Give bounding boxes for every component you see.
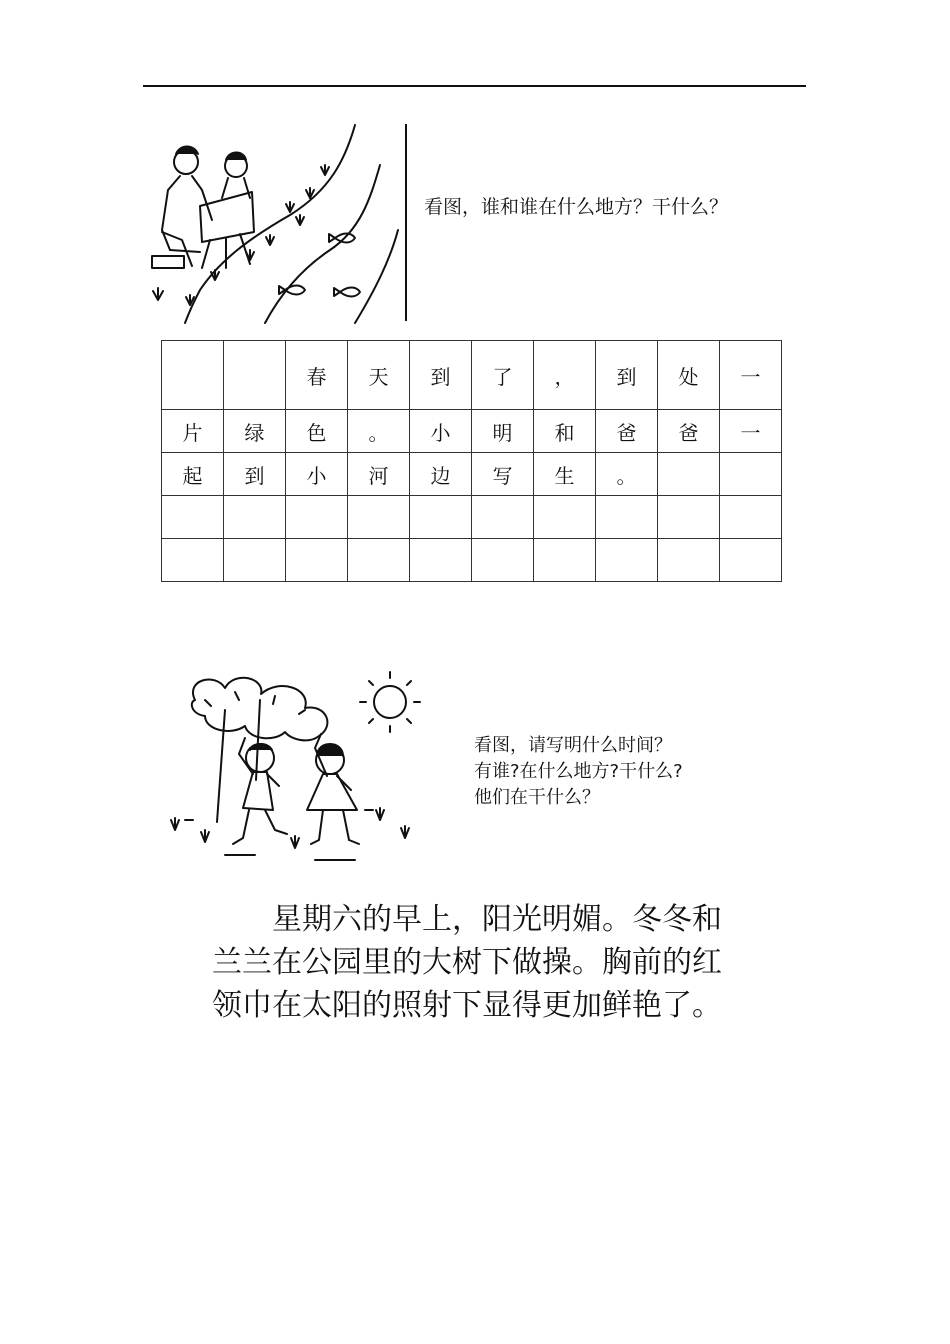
grid-cell: 爸 <box>658 410 720 453</box>
children-exercising-illustration <box>165 670 435 870</box>
grid-cell: 小 <box>286 453 348 496</box>
grid-cell: 写 <box>472 453 534 496</box>
grid-cell: 色 <box>286 410 348 453</box>
grid-cell <box>658 539 720 582</box>
grid-cell <box>162 539 224 582</box>
grid-row <box>162 341 782 410</box>
grid-cell: 生 <box>534 453 596 496</box>
grid-cell <box>224 539 286 582</box>
grid-row <box>162 539 782 582</box>
prompt-line: 看图，请写明什么时间？ <box>474 735 672 756</box>
grid-cell <box>348 539 410 582</box>
grid-cell <box>162 496 224 539</box>
grid-cell: 一 <box>720 410 782 453</box>
grid-cell <box>224 496 286 539</box>
grid-cell: 春 <box>286 341 348 410</box>
sketching-by-river-illustration <box>140 120 405 325</box>
grid-cell <box>658 453 720 496</box>
grid-cell: 。 <box>596 453 658 496</box>
grid-cell: 到 <box>410 341 472 410</box>
grid-cell <box>720 453 782 496</box>
grid-cell <box>286 539 348 582</box>
grid-cell <box>162 341 224 410</box>
grid-cell: 爸 <box>596 410 658 453</box>
grid-table <box>161 340 782 582</box>
grid-cell <box>596 496 658 539</box>
grid-cell: 到 <box>224 453 286 496</box>
grid-cell: 明 <box>472 410 534 453</box>
grid-cell: 和 <box>534 410 596 453</box>
writing-prompt: 看图，谁和谁在什么地方？干什么？ <box>424 196 729 218</box>
grid-cell <box>596 539 658 582</box>
grid-cell <box>410 496 472 539</box>
grid-cell <box>286 496 348 539</box>
essay-paragraph: 星期六的早上，阳光明媚。冬冬和兰兰在公园里的大树下做操。胸前的红领巾在太阳的照射下显得更加鲜艳了。 <box>212 902 722 1023</box>
grid-cell: 片 <box>162 410 224 453</box>
grid-cell: 起 <box>162 453 224 496</box>
grid-row <box>162 410 782 453</box>
grid-cell <box>348 496 410 539</box>
grid-row <box>162 496 782 539</box>
grid-cell: 处 <box>658 341 720 410</box>
grid-cell <box>534 539 596 582</box>
grid-cell <box>224 341 286 410</box>
section-divider <box>405 124 407 321</box>
grid-cell: 小 <box>410 410 472 453</box>
grid-cell: 边 <box>410 453 472 496</box>
grid-cell: 到 <box>596 341 658 410</box>
grid-cell <box>720 539 782 582</box>
grid-row <box>162 453 782 496</box>
grid-cell: 河 <box>348 453 410 496</box>
prompt-line: 有谁?在什么地方?干什么? <box>474 761 683 782</box>
writing-grid <box>161 340 782 582</box>
grid-cell <box>472 539 534 582</box>
writing-prompt-2 <box>474 733 683 811</box>
grid-cell <box>720 496 782 539</box>
grid-cell: 绿 <box>224 410 286 453</box>
grid-cell: 。 <box>348 410 410 453</box>
grid-cell <box>472 496 534 539</box>
grid-cell: 一 <box>720 341 782 410</box>
grid-cell: 天 <box>348 341 410 410</box>
grid-cell: ， <box>534 341 596 410</box>
grid-cell <box>534 496 596 539</box>
grid-cell <box>658 496 720 539</box>
grid-cell <box>410 539 472 582</box>
prompt-line: 他们在干什么？ <box>474 787 600 808</box>
sample-essay <box>212 898 732 1027</box>
grid-cell: 了 <box>472 341 534 410</box>
top-rule <box>143 85 806 87</box>
